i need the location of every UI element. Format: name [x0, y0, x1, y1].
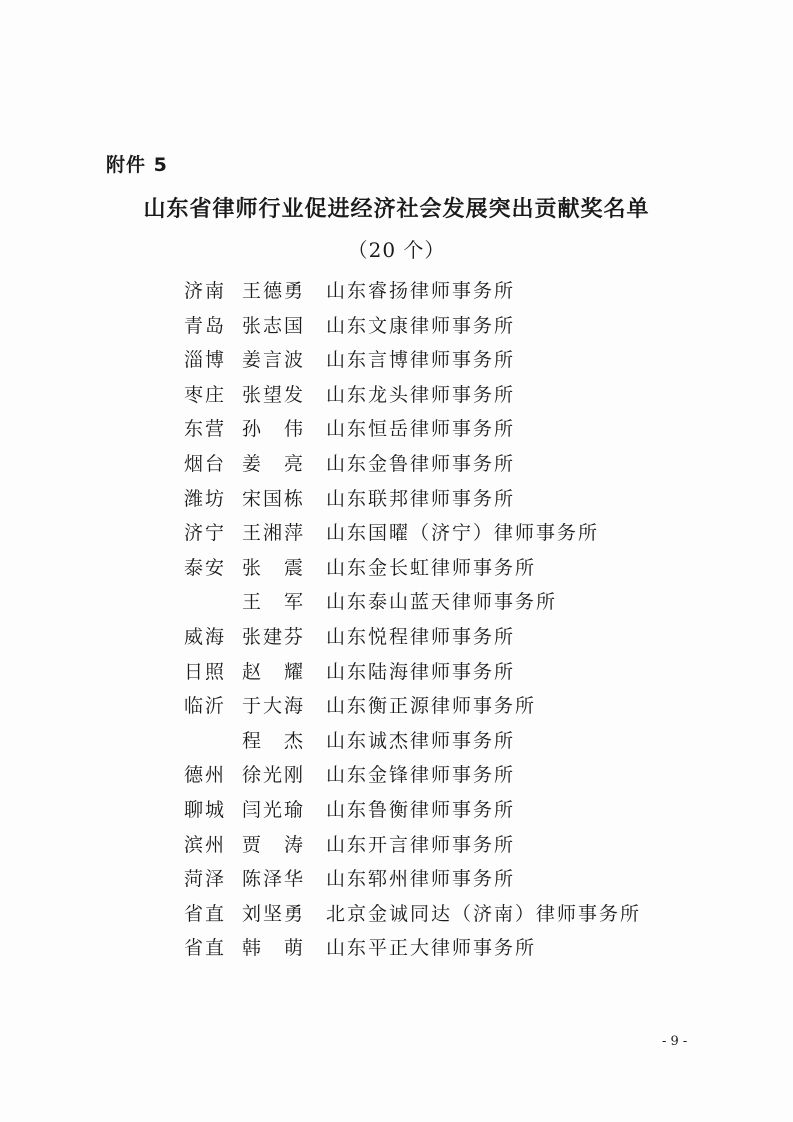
roster-row [184, 343, 644, 378]
row-city: 菏泽 [184, 868, 227, 891]
row-city: 滨州 [184, 833, 227, 856]
row-name: 王湘萍 [242, 522, 306, 545]
row-name: 刘坚勇 [242, 902, 306, 925]
row-name: 张望发 [242, 383, 306, 406]
row-firm: 山东文康律师事务所 [326, 314, 516, 337]
roster-row [184, 551, 644, 586]
row-firm: 山东鲁衡律师事务所 [326, 798, 516, 821]
roster-row [184, 897, 644, 932]
roster-row [184, 862, 644, 897]
row-name: 陈泽华 [242, 868, 306, 891]
row-firm: 山东郓州律师事务所 [326, 868, 516, 891]
row-name: 闫光瑜 [242, 798, 306, 821]
roster-row [184, 585, 644, 620]
roster-row [184, 655, 644, 690]
row-name: 姜言波 [242, 349, 306, 372]
row-firm: 山东联邦律师事务所 [326, 487, 516, 510]
row-firm: 山东睿扬律师事务所 [326, 280, 516, 302]
row-firm: 山东龙头律师事务所 [326, 383, 516, 406]
row-firm: 北京金诚同达（济南）律师事务所 [326, 902, 642, 925]
row-firm: 山东金长虹律师事务所 [326, 556, 537, 579]
roster-row [184, 274, 644, 309]
row-name: 张志国 [242, 314, 306, 337]
row-name: 贾 涛 [242, 833, 306, 856]
row-firm: 山东开言律师事务所 [326, 833, 516, 856]
roster-row [184, 758, 644, 793]
row-firm: 山东悦程律师事务所 [326, 625, 516, 648]
row-firm: 山东泰山蓝天律师事务所 [326, 591, 558, 614]
roster-row [184, 931, 644, 966]
roster-row [184, 793, 644, 828]
row-city: 临沂 [184, 695, 227, 718]
row-firm: 山东陆海律师事务所 [326, 660, 516, 683]
document-subtitle: （20 个） [347, 238, 446, 262]
roster-row [184, 412, 644, 447]
award-roster [184, 274, 644, 966]
row-city: 威海 [184, 625, 227, 648]
row-name: 徐光刚 [242, 764, 306, 787]
row-firm: 山东衡正源律师事务所 [326, 695, 537, 718]
row-city: 泰安 [184, 556, 227, 579]
roster-row [184, 828, 644, 863]
roster-row [184, 724, 644, 759]
row-firm: 山东国曜（济宁）律师事务所 [326, 522, 600, 545]
row-firm: 山东诚杰律师事务所 [326, 729, 516, 752]
roster-row [184, 620, 644, 655]
row-city: 济宁 [184, 522, 227, 545]
row-firm: 山东金锋律师事务所 [326, 764, 516, 787]
roster-row [184, 378, 644, 413]
row-firm: 山东平正大律师事务所 [326, 937, 537, 960]
roster-row [184, 309, 644, 344]
row-name: 王德勇 [242, 280, 306, 302]
roster-row [184, 447, 644, 482]
row-name: 孙 伟 [242, 418, 306, 441]
row-city: 枣庄 [184, 383, 227, 406]
attachment-label: 附件 5 [106, 154, 168, 176]
row-firm: 山东恒岳律师事务所 [326, 418, 516, 441]
row-name: 赵 耀 [242, 660, 306, 683]
row-city: 德州 [184, 764, 227, 787]
row-name: 张建芬 [242, 625, 306, 648]
row-name: 程 杰 [242, 729, 306, 752]
row-name: 宋国栋 [242, 487, 306, 510]
row-name: 姜 亮 [242, 452, 306, 475]
row-city: 青岛 [184, 314, 227, 337]
row-name: 韩 萌 [242, 937, 306, 960]
row-name: 于大海 [242, 695, 306, 718]
row-city: 省直 [184, 902, 227, 925]
document-title: 山东省律师行业促进经济社会发展突出贡献奖名单 [143, 196, 650, 222]
row-name: 王 军 [242, 591, 306, 614]
row-city: 日照 [184, 660, 227, 683]
page-number: - 9 - [662, 1034, 688, 1049]
row-city: 聊城 [184, 798, 227, 821]
row-city: 省直 [184, 937, 227, 960]
row-firm: 山东言博律师事务所 [326, 349, 516, 372]
row-city: 潍坊 [184, 487, 227, 510]
roster-row [184, 689, 644, 724]
row-city: 烟台 [184, 452, 227, 475]
row-city: 淄博 [184, 349, 227, 372]
row-name: 张 震 [242, 556, 306, 579]
row-firm: 山东金鲁律师事务所 [326, 452, 516, 475]
row-city: 济南 [184, 280, 227, 302]
row-city: 东营 [184, 418, 227, 441]
roster-row [184, 482, 644, 517]
roster-row [184, 516, 644, 551]
